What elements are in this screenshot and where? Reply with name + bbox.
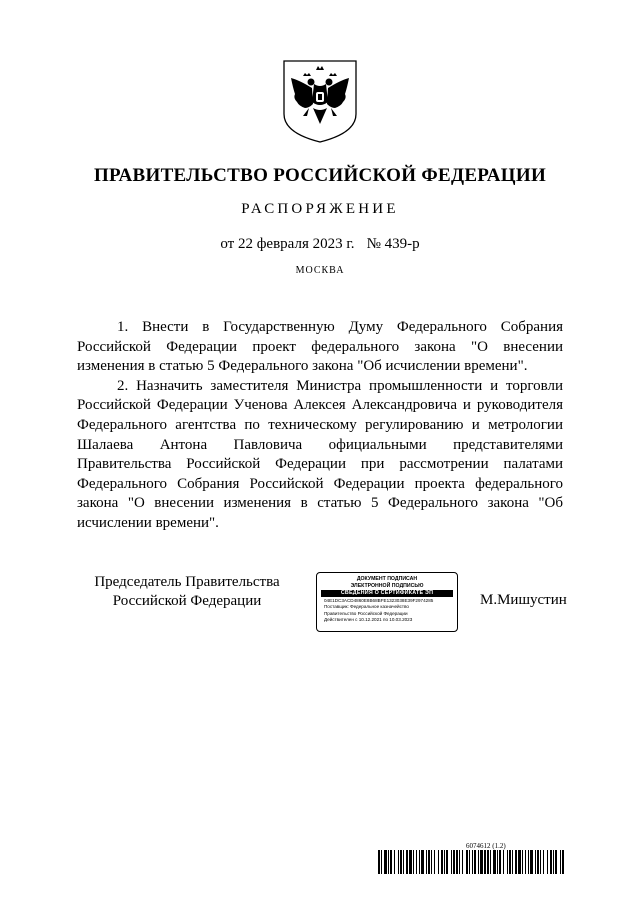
stamp-issuer-2: Правительство Российской Федерации [324, 610, 408, 616]
barcode-bar [499, 850, 501, 874]
barcode-bar [413, 850, 414, 874]
barcode-bar [453, 850, 455, 874]
date-number-line [0, 236, 640, 253]
barcode-bar [503, 850, 504, 874]
signatory-name: М.Мишустин [480, 592, 567, 608]
barcode-bar [416, 850, 417, 874]
stamp-certificate-bar: СВЕДЕНИЯ О СЕРТИФИКАТЕ ЭП [321, 590, 453, 597]
barcode-bar [428, 850, 430, 874]
barcode-bar [378, 850, 380, 874]
document-type: РАСПОРЯЖЕНИЕ [241, 201, 399, 217]
stamp-validity: Действителен с 10.12.2021 по 10.03.2023 [324, 616, 413, 622]
barcode-bar [394, 850, 395, 874]
barcode-bar [528, 850, 529, 874]
barcode-bar [388, 850, 389, 874]
barcode-bar [487, 850, 489, 874]
barcode-bar [400, 850, 402, 874]
barcode-bar [462, 850, 463, 874]
barcode-bar [441, 850, 443, 874]
barcode-bar [381, 850, 382, 874]
document-code: 6074612 (1.2) [466, 842, 506, 850]
document-body [77, 318, 563, 534]
barcode-bar [421, 850, 424, 874]
stamp-issuer-1: Поставщик: Федеральное казначейство [324, 604, 409, 610]
barcode-bar [497, 850, 498, 874]
barcode-bar [543, 850, 544, 874]
city: МОСКВА [295, 265, 345, 276]
barcode-bar [522, 850, 523, 874]
barcode-bar [553, 850, 554, 874]
barcode-bar [390, 850, 392, 874]
barcode-bar [426, 850, 427, 874]
barcode-bar [456, 850, 458, 874]
barcode-bar [434, 850, 435, 874]
barcode-bar [525, 850, 526, 874]
barcode-bar [398, 850, 399, 874]
stamp-title [317, 576, 457, 589]
barcode-bar [518, 850, 521, 874]
signatory-position [77, 573, 297, 611]
paragraph-2: 2. Назначить заместителя Министра промышленности и торговли Российской Федерации Ученова Алексея Александровича и руководителя Федерального агентства по техническому регулированию и метрологии Шалаева Антона Павловича официальными представителями Правительства Российской Федерации при рассмотрении палатами Федерального Собрания Российской Федерации проекта федерального закона "О внесении изменения в статью 5 Федерального закона "Об исчислении времени". [77, 377, 563, 531]
barcode-bar [560, 850, 561, 874]
barcode-bar [466, 850, 468, 874]
barcode-bar [535, 850, 536, 874]
barcode-bar [515, 850, 517, 874]
electronic-signature-stamp [316, 572, 458, 632]
barcode-bar [406, 850, 408, 874]
barcode-bar [540, 850, 541, 874]
government-title: ПРАВИТЕЛЬСТВО РОССИЙСКОЙ ФЕДЕРАЦИИ [93, 165, 547, 186]
barcode-bar [509, 850, 511, 874]
barcode-bar [507, 850, 508, 874]
barcode-bar [555, 850, 557, 874]
barcode-bar [403, 850, 404, 874]
barcode-bar [438, 850, 439, 874]
paragraph-1: 1. Внести в Государственную Думу Федерального Собрания Российской Федерации проект федерального закона "О внесении изменения в статью 5 Федерального закона "Об исчислении времени". [77, 319, 563, 375]
barcode-bar [562, 850, 564, 874]
barcode-bar [493, 850, 496, 874]
barcode-bar [431, 850, 432, 874]
position-line-2: Российской Федерации [112, 593, 262, 609]
barcode-bar [419, 850, 420, 874]
position-line-1: Председатель Правительства [94, 574, 280, 590]
barcode-bar [472, 850, 473, 874]
stamp-serial: 04E1DC3ACD4860E8B68BFE1323038E39F2974285 [324, 598, 434, 603]
barcode-bar [384, 850, 387, 874]
document-date: от 22 февраля 2023 г. [220, 236, 355, 252]
barcode-bar [478, 850, 479, 874]
barcode-bar [451, 850, 452, 874]
barcode-bar [459, 850, 460, 874]
stamp-title-line-2: ЭЛЕКТРОННОЙ ПОДПИСЬЮ [350, 582, 424, 589]
barcode-bar [547, 850, 548, 874]
barcode-bar [484, 850, 486, 874]
barcode-bar [550, 850, 552, 874]
barcode-bar [490, 850, 491, 874]
barcode-bar [537, 850, 539, 874]
barcode-bar [444, 850, 445, 874]
barcode-bar [480, 850, 483, 874]
stamp-title-line-1: ДОКУМЕНТ ПОДПИСАН [356, 576, 418, 582]
document-number: № 439-р [366, 236, 420, 252]
barcode-bar [474, 850, 476, 874]
barcode-bar [409, 850, 412, 874]
barcode-bar [469, 850, 470, 874]
barcode [378, 850, 564, 874]
coat-of-arms-emblem [281, 58, 359, 144]
barcode-bar [512, 850, 513, 874]
barcode-bar [530, 850, 533, 874]
barcode-bar [446, 850, 448, 874]
